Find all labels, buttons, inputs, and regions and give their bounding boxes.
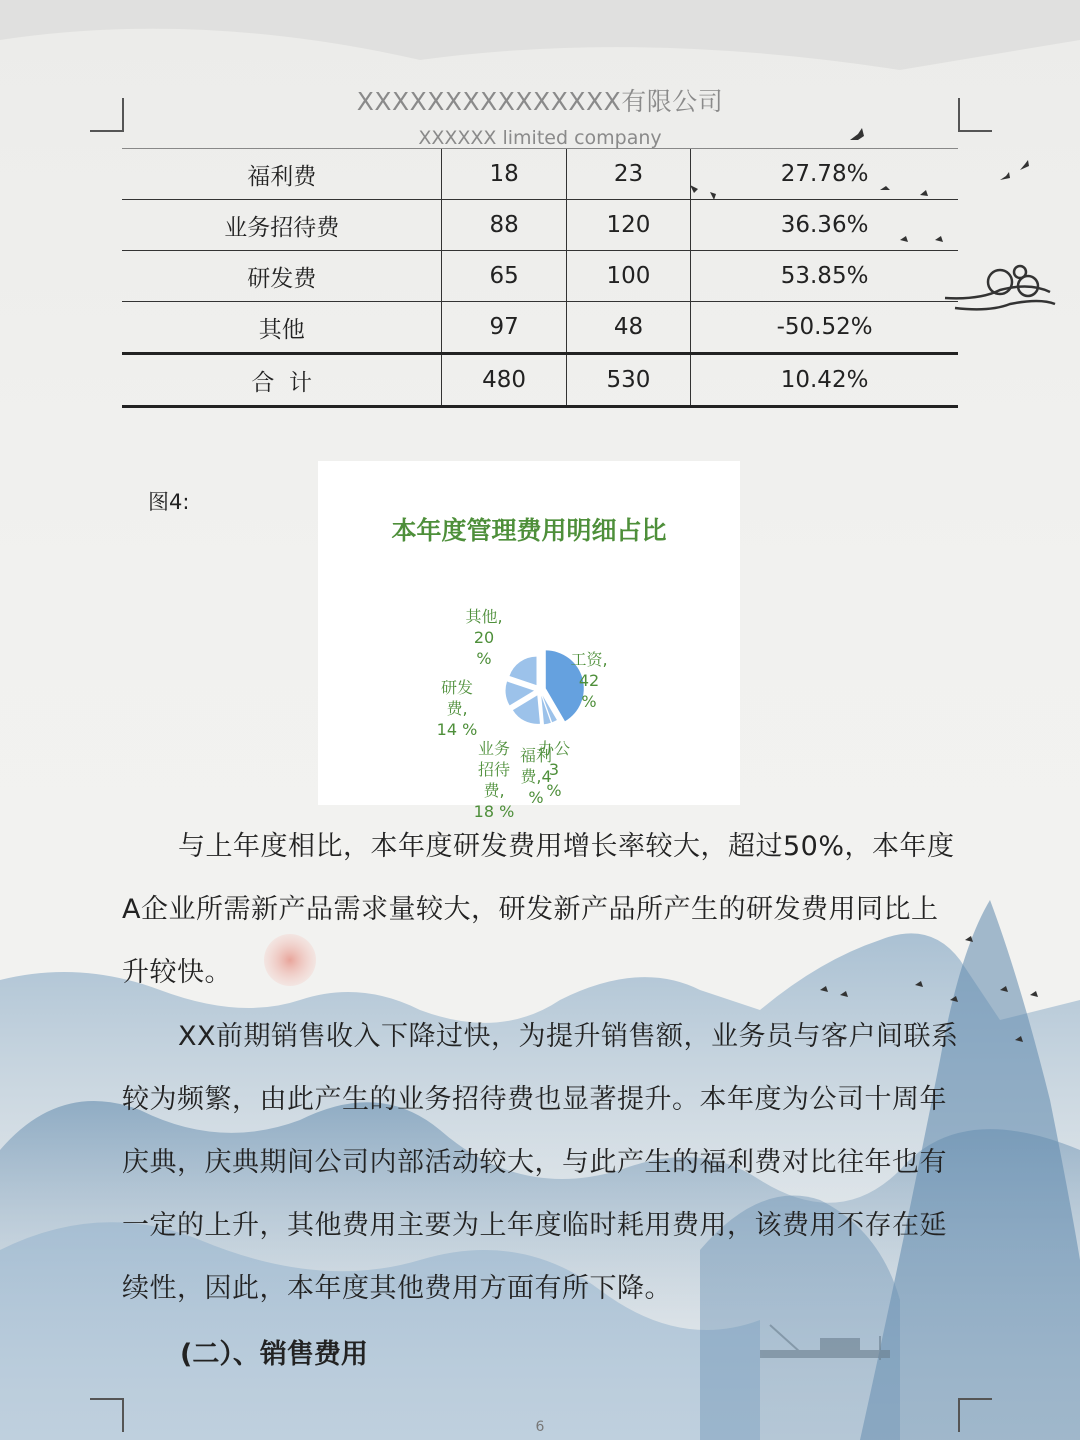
table-row <box>122 251 958 302</box>
pie-slice <box>510 657 537 686</box>
table-cell: 480 <box>442 354 566 407</box>
page-number: 6 <box>535 1419 545 1435</box>
table-cell: 23 <box>566 149 690 200</box>
paragraph-other-expenses <box>122 1005 962 1320</box>
table-cell: 36.36% <box>691 200 958 251</box>
table-row <box>122 200 958 251</box>
table-cell: 合 计 <box>122 354 442 407</box>
pie-chart-svg <box>318 461 740 821</box>
paragraph-text: 与上年度相比，本年度研发费用增长率较大，超过50%，本年度A企业所需新产品需求量较大，研发新产品所产生的研发费用同比上升较快。 <box>122 831 955 988</box>
table-cell: 530 <box>566 354 690 407</box>
table-total-row <box>122 354 958 407</box>
table-row <box>122 302 958 354</box>
paragraph-rd-analysis <box>122 815 962 1004</box>
table-cell: 研发费 <box>122 251 442 302</box>
table-cell: 福利费 <box>122 149 442 200</box>
pie-slice-label: 办公 3 % <box>537 739 571 800</box>
paragraph-text: XX前期销售收入下降过快，为提升销售额，业务员与客户间联系较为频繁，由此产生的业务招待费也显著提升。本年度为公司十周年庆典，庆典期间公司内部活动较大，与此产生的福利费对比往年也有一定的上升，其他费用主要为上年度临时耗用费用，该费用不存在延续性，因此，本年度其他费用方面有所下降。 <box>122 1021 959 1304</box>
chart-title: 本年度管理费用明细占比 <box>391 516 667 545</box>
table-cell: 48 <box>566 302 690 354</box>
expense-table <box>122 148 958 408</box>
pie-slice-label: 其他, 20 % <box>465 607 503 668</box>
table-cell: 100 <box>566 251 690 302</box>
pie-chart <box>318 461 740 821</box>
table-cell: 65 <box>442 251 566 302</box>
table-cell: 120 <box>566 200 690 251</box>
header-company-name: XXXXXXXXXXXXXXX有限公司 <box>356 87 724 116</box>
pie-slice-label: 研发费, 14 % <box>436 678 478 739</box>
table-cell: 53.85% <box>691 251 958 302</box>
table-row <box>122 149 958 200</box>
table-cell: 27.78% <box>691 149 958 200</box>
pie-slice-label: 工资, 42 % <box>570 650 608 711</box>
header-company-english: XXXXXX limited company <box>418 127 662 149</box>
table-cell: 18 <box>442 149 566 200</box>
table-cell: 其他 <box>258 316 305 343</box>
pie-slice-label: 福利费,4 % <box>519 746 553 807</box>
table-cell: 业务招待费 <box>122 200 442 251</box>
table-cell: 88 <box>442 200 566 251</box>
pie-slice-label: 业务招待费, 18 % <box>473 739 515 821</box>
table-cell: -50.52% <box>691 302 958 354</box>
section-heading: (二）、销售费用 <box>180 1339 368 1370</box>
figure-label: 图4: <box>148 490 190 514</box>
table-cell: 97 <box>442 302 566 354</box>
table-cell: 10.42% <box>691 354 958 407</box>
